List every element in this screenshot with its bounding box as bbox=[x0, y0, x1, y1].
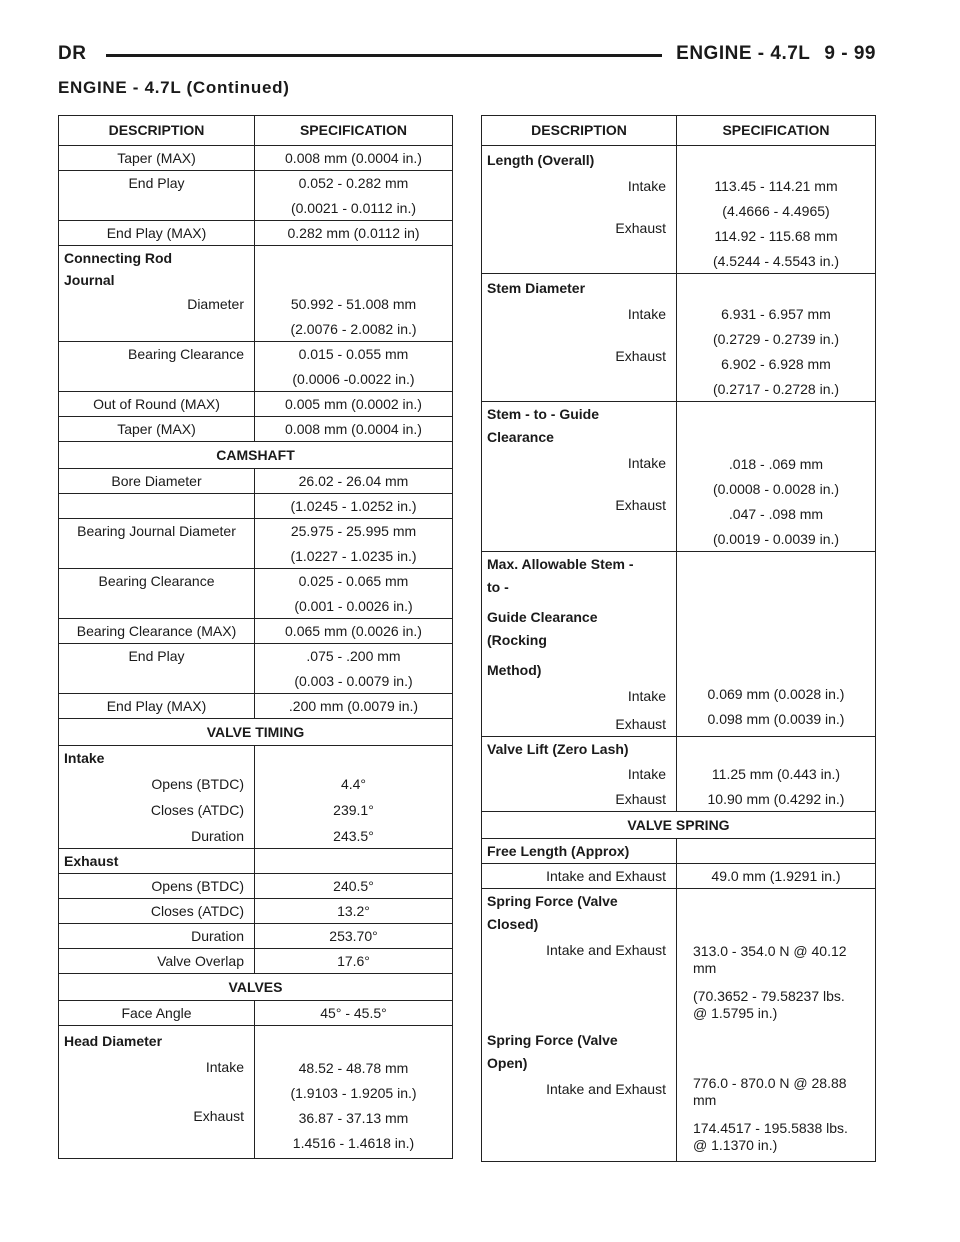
row-desc: End Play bbox=[59, 644, 255, 694]
row-desc: Intake and Exhaust bbox=[482, 864, 677, 889]
row-spec: 0.069 mm (0.0028 in.) 0.098 mm (0.0039 in.) bbox=[677, 552, 876, 737]
row-spec: 48.52 - 48.78 mm (1.9103 - 1.9205 in.) 36.87 - 37.13 mm 1.4516 - 1.4618 in.) bbox=[255, 1026, 453, 1159]
row-desc: Bearing Journal Diameter bbox=[59, 519, 255, 569]
table-row bbox=[59, 694, 453, 719]
table-row bbox=[59, 519, 453, 569]
row-spec bbox=[677, 839, 876, 864]
row-desc bbox=[59, 494, 255, 519]
table-row bbox=[59, 619, 453, 644]
table-row bbox=[59, 746, 453, 849]
row-desc: End Play (MAX) bbox=[59, 221, 255, 246]
row-spec: 0.025 - 0.065 mm (0.001 - 0.0026 in.) bbox=[255, 569, 453, 619]
table-row bbox=[59, 221, 453, 246]
row-spec: .200 mm (0.0079 in.) bbox=[255, 694, 453, 719]
row-spec: .018 - .069 mm (0.0008 - 0.0028 in.) .047 - .098 mm (0.0019 - 0.0039 in.) bbox=[677, 402, 876, 552]
row-spec: 25.975 - 25.995 mm (1.0227 - 1.0235 in.) bbox=[255, 519, 453, 569]
table-row bbox=[59, 1026, 453, 1159]
row-spec: 13.2° bbox=[255, 899, 453, 924]
row-spec: 4.4° 239.1° 243.5° bbox=[255, 746, 453, 849]
col-specification: SPECIFICATION bbox=[255, 116, 453, 146]
manual-code: DR bbox=[58, 43, 87, 64]
row-spec: 45° - 45.5° bbox=[255, 1001, 453, 1026]
col-description: DESCRIPTION bbox=[59, 116, 255, 146]
page-number: 9 - 99 bbox=[824, 43, 876, 64]
section-valves: VALVES bbox=[59, 974, 453, 1001]
section-valve-spring: VALVE SPRING bbox=[482, 812, 876, 839]
row-desc: End Play bbox=[59, 171, 255, 221]
table-row bbox=[482, 889, 876, 1162]
row-spec: 253.70° bbox=[255, 924, 453, 949]
section-valve-timing: VALVE TIMING bbox=[59, 719, 453, 746]
row-spec: 6.931 - 6.957 mm (0.2729 - 0.2739 in.) 6.902 - 6.928 mm (0.2717 - 0.2728 in.) bbox=[677, 274, 876, 402]
table-row bbox=[59, 342, 453, 392]
spec-table-left bbox=[58, 115, 453, 1159]
table-row bbox=[59, 246, 453, 342]
row-desc: Length (Overall) Intake Exhaust bbox=[482, 146, 677, 274]
table-row bbox=[482, 274, 876, 402]
row-desc: Bearing Clearance bbox=[59, 569, 255, 619]
section-row bbox=[482, 812, 876, 839]
row-desc: Valve Overlap bbox=[59, 949, 255, 974]
row-spec: 0.008 mm (0.0004 in.) bbox=[255, 146, 453, 171]
section-title: ENGINE - 4.7L bbox=[676, 43, 811, 64]
row-spec: 0.008 mm (0.0004 in.) bbox=[255, 417, 453, 442]
section-row bbox=[59, 719, 453, 746]
table-row bbox=[59, 899, 453, 924]
table-row bbox=[59, 469, 453, 494]
row-desc: Bearing Clearance (MAX) bbox=[59, 619, 255, 644]
table-row bbox=[59, 392, 453, 417]
section-camshaft: CAMSHAFT bbox=[59, 442, 453, 469]
table-row bbox=[482, 402, 876, 552]
section-row bbox=[59, 442, 453, 469]
row-desc: Connecting Rod Journal Diameter bbox=[59, 246, 255, 342]
spec-table-right bbox=[481, 115, 876, 1162]
row-spec: 11.25 mm (0.443 in.) 10.90 mm (0.4292 in.) bbox=[677, 737, 876, 812]
row-spec: 50.992 - 51.008 mm (2.0076 - 2.0082 in.) bbox=[255, 246, 453, 342]
row-spec: 0.065 mm (0.0026 in.) bbox=[255, 619, 453, 644]
row-desc: Spring Force (Valve Closed) Intake and Exhaust Spring Force (Valve Open) Intake and Exhaust bbox=[482, 889, 677, 1162]
row-desc: Valve Lift (Zero Lash) Intake Exhaust bbox=[482, 737, 677, 812]
row-spec: 0.005 mm (0.0002 in.) bbox=[255, 392, 453, 417]
header-right bbox=[662, 43, 876, 65]
col-description: DESCRIPTION bbox=[482, 116, 677, 146]
row-spec bbox=[255, 849, 453, 874]
row-desc: Exhaust bbox=[59, 849, 255, 874]
row-desc: Intake Opens (BTDC) Closes (ATDC) Duration bbox=[59, 746, 255, 849]
table-row bbox=[482, 864, 876, 889]
row-desc: Closes (ATDC) bbox=[59, 899, 255, 924]
table-row bbox=[59, 494, 453, 519]
row-desc: Max. Allowable Stem - to - Guide Clearance (Rocking Method) Intake Exhaust bbox=[482, 552, 677, 737]
table-row bbox=[59, 849, 453, 874]
table-row bbox=[59, 874, 453, 899]
row-desc: Head Diameter Intake Exhaust bbox=[59, 1026, 255, 1159]
table-row bbox=[59, 1001, 453, 1026]
table-header bbox=[482, 116, 876, 146]
row-desc: Free Length (Approx) bbox=[482, 839, 677, 864]
section-row bbox=[59, 974, 453, 1001]
table-row bbox=[59, 644, 453, 694]
row-spec: 0.015 - 0.055 mm (0.0006 -0.0022 in.) bbox=[255, 342, 453, 392]
row-spec: 313.0 - 354.0 N @ 40.12 mm (70.3652 - 79.58237 lbs. @ 1.5795 in.) 776.0 - 870.0 N @ 28.88 mm 174.4517 - 195.5838 lbs. @ 1.1370 in.) bbox=[677, 889, 876, 1162]
table-row bbox=[59, 146, 453, 171]
row-desc: Stem Diameter Intake Exhaust bbox=[482, 274, 677, 402]
row-desc: Stem - to - Guide Clearance Intake Exhaust bbox=[482, 402, 677, 552]
row-desc: Taper (MAX) bbox=[59, 417, 255, 442]
table-row bbox=[59, 569, 453, 619]
col-specification: SPECIFICATION bbox=[677, 116, 876, 146]
row-spec: 113.45 - 114.21 mm (4.4666 - 4.4965) 114.92 - 115.68 mm (4.5244 - 4.5543 in.) bbox=[677, 146, 876, 274]
table-row bbox=[59, 949, 453, 974]
header-rule bbox=[106, 54, 662, 57]
row-spec: 0.282 mm (0.0112 in) bbox=[255, 221, 453, 246]
row-desc: Out of Round (MAX) bbox=[59, 392, 255, 417]
table-row bbox=[59, 171, 453, 221]
table-row bbox=[482, 737, 876, 812]
row-spec: (1.0245 - 1.0252 in.) bbox=[255, 494, 453, 519]
row-desc: Opens (BTDC) bbox=[59, 874, 255, 899]
row-desc: Bore Diameter bbox=[59, 469, 255, 494]
table-row bbox=[482, 146, 876, 274]
table-header bbox=[59, 116, 453, 146]
row-spec: 26.02 - 26.04 mm bbox=[255, 469, 453, 494]
table-row bbox=[482, 552, 876, 737]
row-desc: End Play (MAX) bbox=[59, 694, 255, 719]
table-row bbox=[59, 924, 453, 949]
row-desc: Bearing Clearance bbox=[59, 342, 255, 392]
table-row bbox=[482, 839, 876, 864]
row-desc: Face Angle bbox=[59, 1001, 255, 1026]
row-desc: Duration bbox=[59, 924, 255, 949]
row-spec: 0.052 - 0.282 mm (0.0021 - 0.0112 in.) bbox=[255, 171, 453, 221]
row-spec: 17.6° bbox=[255, 949, 453, 974]
page-header bbox=[58, 43, 876, 71]
row-spec: 240.5° bbox=[255, 874, 453, 899]
page-subtitle: ENGINE - 4.7L (Continued) bbox=[58, 78, 290, 97]
row-spec: .075 - .200 mm (0.003 - 0.0079 in.) bbox=[255, 644, 453, 694]
row-desc: Taper (MAX) bbox=[59, 146, 255, 171]
row-spec: 49.0 mm (1.9291 in.) bbox=[677, 864, 876, 889]
table-row bbox=[59, 417, 453, 442]
